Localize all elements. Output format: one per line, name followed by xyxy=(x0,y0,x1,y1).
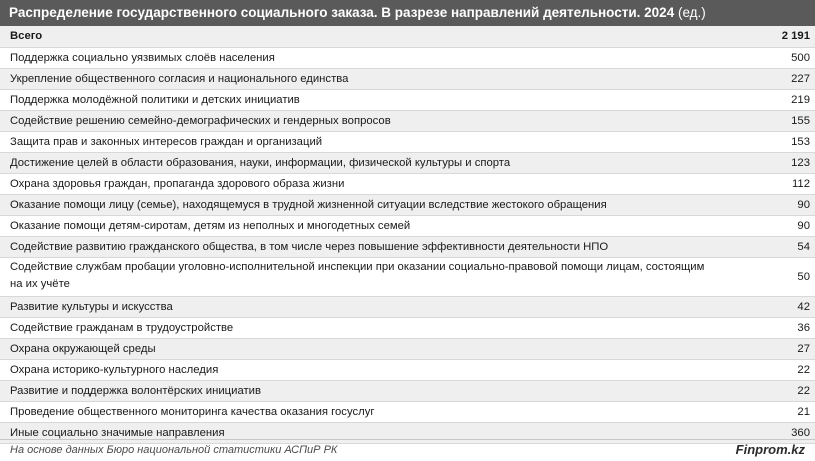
table-row xyxy=(0,131,815,152)
row-value: 500 xyxy=(720,47,815,68)
table-row xyxy=(0,215,815,236)
row-value: 90 xyxy=(720,194,815,215)
row-value: 153 xyxy=(720,131,815,152)
table-row xyxy=(0,194,815,215)
table-row xyxy=(0,338,815,359)
row-value: 219 xyxy=(720,89,815,110)
row-value: 54 xyxy=(720,236,815,257)
report-title: Распределение государственного социального заказа. В разрезе направлений деятельности. 2024 xyxy=(9,5,675,20)
table-row xyxy=(0,359,815,380)
row-label: Оказание помощи детям-сиротам, детям из неполных и многодетных семей xyxy=(0,215,720,236)
distribution-table xyxy=(0,26,815,444)
row-value: 21 xyxy=(720,401,815,422)
row-value: 50 xyxy=(720,257,815,296)
table-row xyxy=(0,236,815,257)
row-value: 36 xyxy=(720,317,815,338)
table-row xyxy=(0,173,815,194)
table-row xyxy=(0,317,815,338)
table-row xyxy=(0,68,815,89)
total-value: 2 191 xyxy=(720,26,815,47)
table-row xyxy=(0,380,815,401)
row-label: Проведение общественного мониторинга качества оказания госуслуг xyxy=(0,401,720,422)
row-value: 42 xyxy=(720,296,815,317)
row-label: Содействие решению семейно-демографических и гендерных вопросов xyxy=(0,110,720,131)
row-value: 155 xyxy=(720,110,815,131)
row-value: 22 xyxy=(720,359,815,380)
table-row xyxy=(0,257,815,296)
row-value: 90 xyxy=(720,215,815,236)
row-label: Охрана окружающей среды xyxy=(0,338,720,359)
table-row xyxy=(0,401,815,422)
row-label: Оказание помощи лицу (семье), находящемуся в трудной жизненной ситуации вследствие жестокого обращения xyxy=(0,194,720,215)
row-label: Охрана историко-культурного наследия xyxy=(0,359,720,380)
row-label: Содействие развитию гражданского общества, в том числе через повышение эффективности деятельности НПО xyxy=(0,236,720,257)
row-value: 22 xyxy=(720,380,815,401)
row-label: Развитие и поддержка волонтёрских инициатив xyxy=(0,380,720,401)
row-label: Достижение целей в области образования, науки, информации, физической культуры и спорта xyxy=(0,152,720,173)
total-label: Всего xyxy=(0,26,720,47)
row-value: 123 xyxy=(720,152,815,173)
row-label: Охрана здоровья граждан, пропаганда здорового образа жизни xyxy=(0,173,720,194)
row-label: Защита прав и законных интересов граждан и организаций xyxy=(0,131,720,152)
row-value: 27 xyxy=(720,338,815,359)
table-row xyxy=(0,152,815,173)
table-row xyxy=(0,89,815,110)
report-unit: (ед.) xyxy=(677,5,706,20)
brand-logo[interactable]: Finprom.kz xyxy=(735,442,805,457)
row-value: 227 xyxy=(720,68,815,89)
table-row xyxy=(0,47,815,68)
row-label: Содействие службам пробации уголовно-исполнительной инспекции при оказании социально-правовой помощи лицам, состоящим на их учёте xyxy=(0,257,720,296)
total-row xyxy=(0,26,815,47)
row-value: 112 xyxy=(720,173,815,194)
row-label: Поддержка молодёжной политики и детских инициатив xyxy=(0,89,720,110)
source-note: На основе данных Бюро национальной статистики АСПиР РК xyxy=(10,444,338,456)
table-row xyxy=(0,110,815,131)
table-row xyxy=(0,296,815,317)
row-label: Иные социально значимые направления xyxy=(0,422,720,443)
report-title-bar xyxy=(0,0,815,26)
row-value: 360 xyxy=(720,422,815,443)
row-label: Укрепление общественного согласия и национального единства xyxy=(0,68,720,89)
row-label: Содействие гражданам в трудоустройстве xyxy=(0,317,720,338)
row-label: Поддержка социально уязвимых слоёв населения xyxy=(0,47,720,68)
row-label: Развитие культуры и искусства xyxy=(0,296,720,317)
footer xyxy=(0,439,815,461)
